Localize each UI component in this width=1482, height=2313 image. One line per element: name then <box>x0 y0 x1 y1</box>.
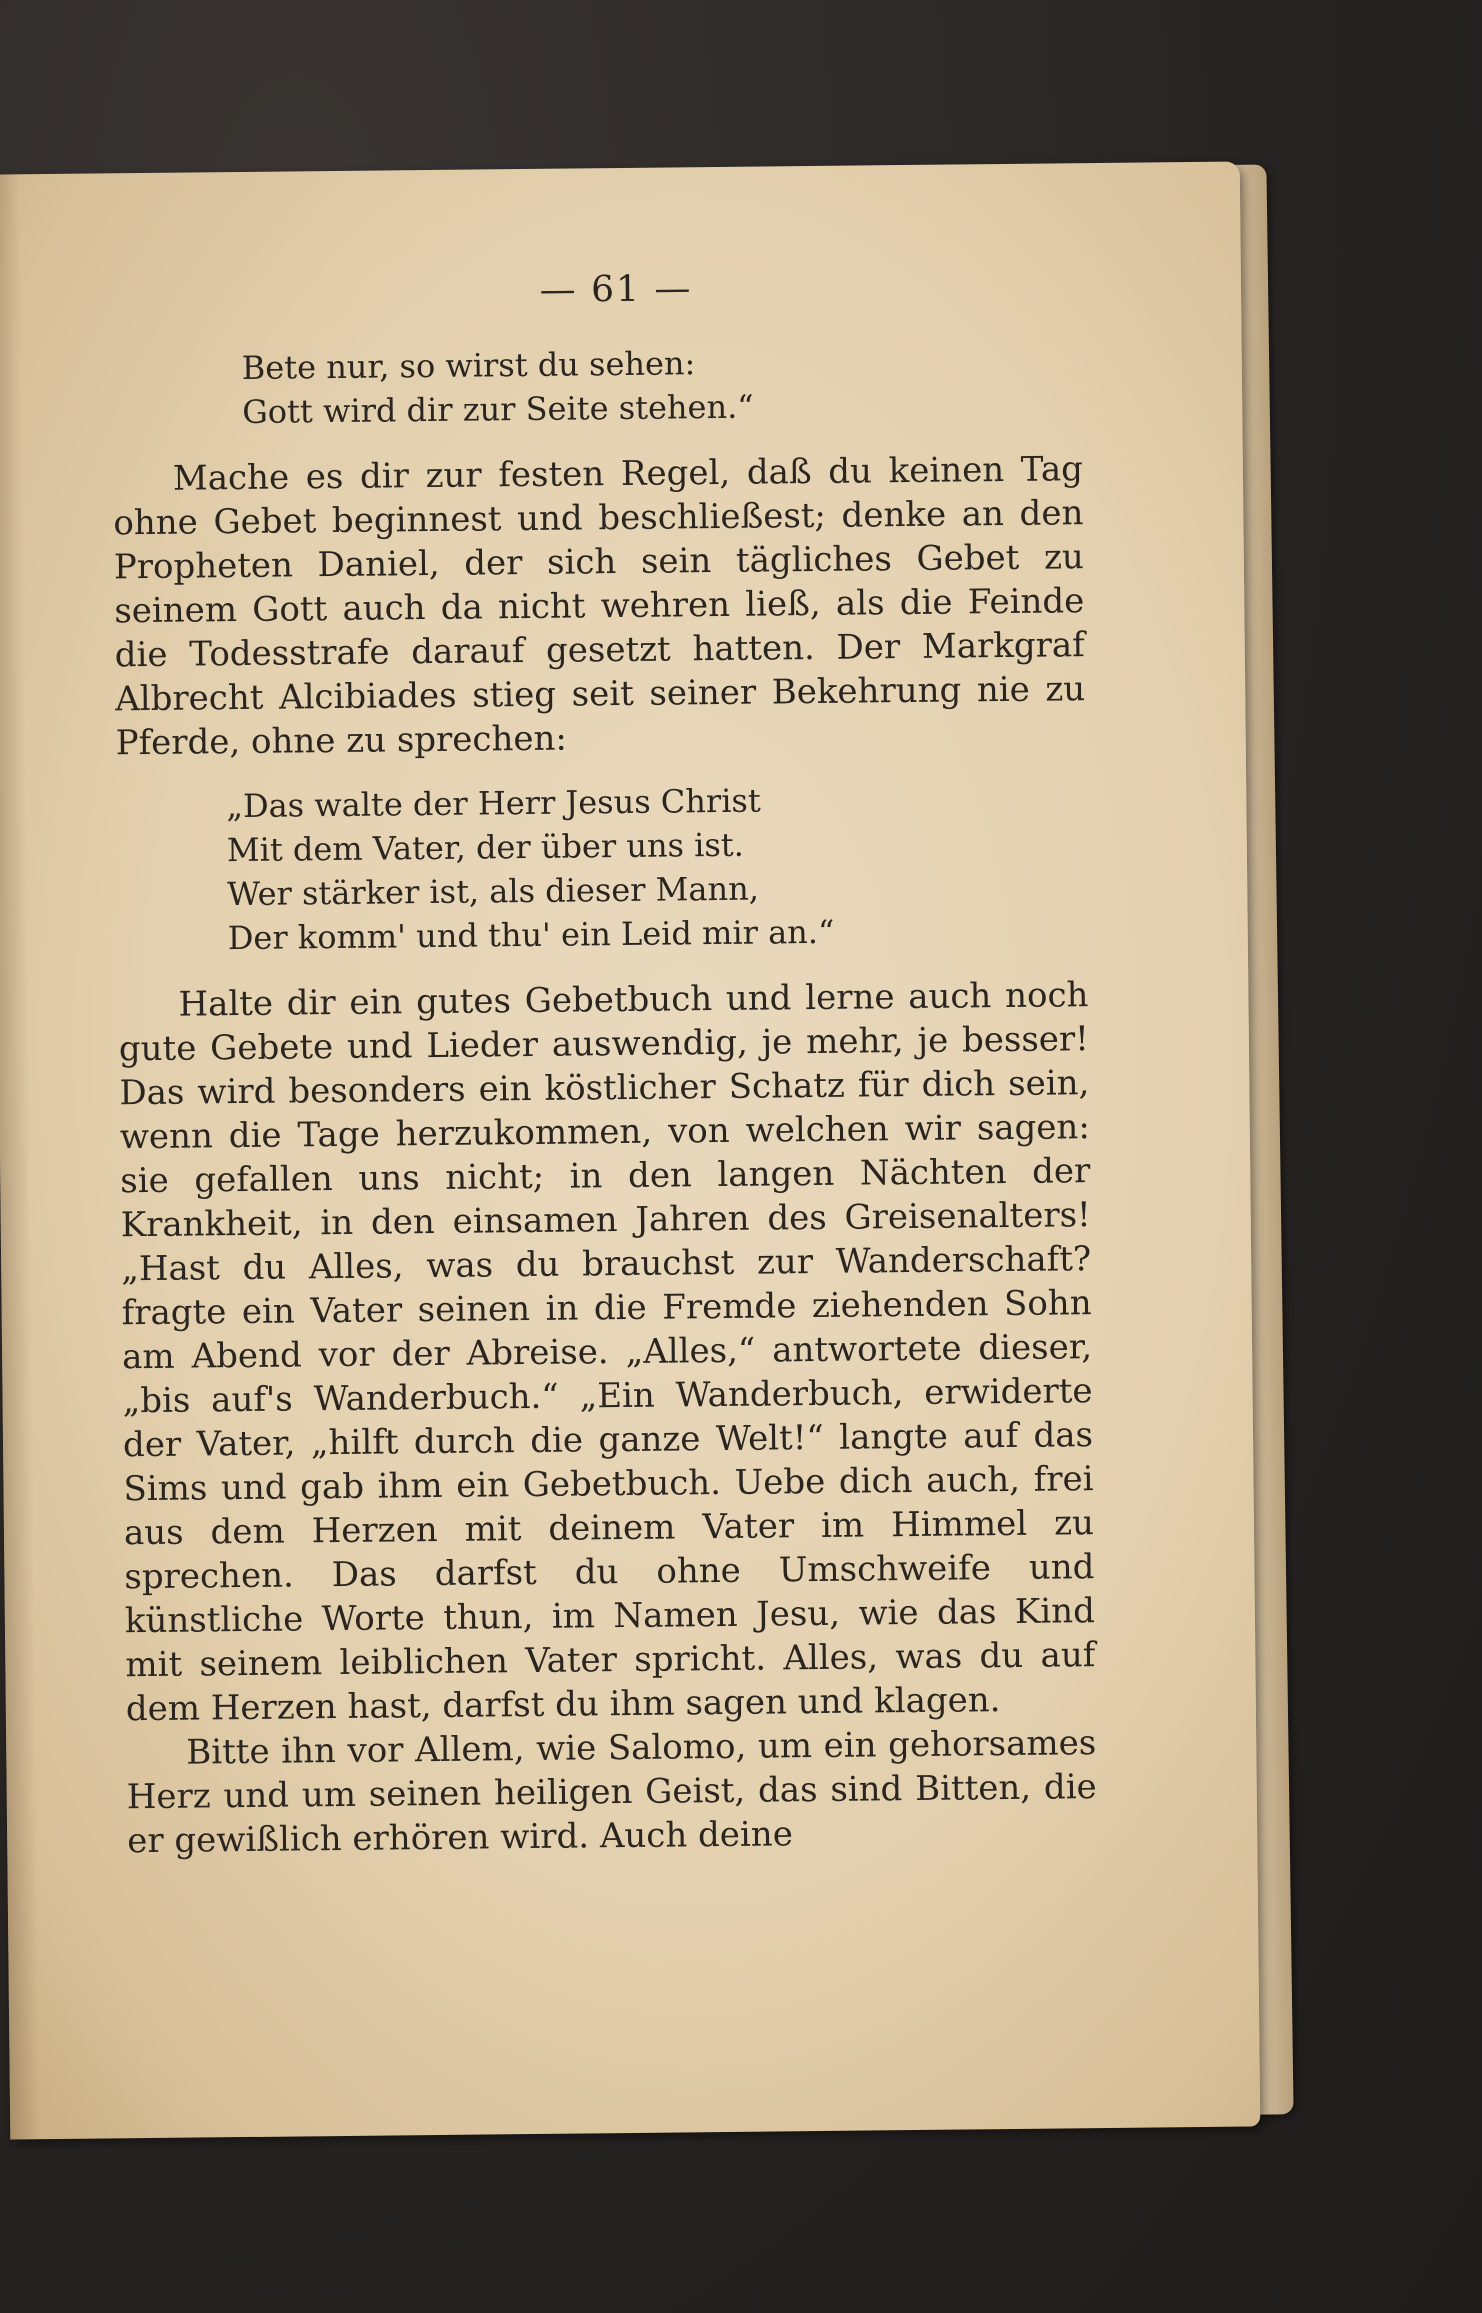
page-number: — 61 — <box>539 268 693 311</box>
book-page <box>0 162 1260 2140</box>
verse-top <box>242 337 1083 434</box>
paragraph-1: Mache es dir zur festen Regel, daß du keinen Tag ohne Gebet beginnest und beschließest; denke an den Propheten Daniel, der sich sein tägliches Gebet zu seinem Gott auch da nicht wehren ließ, als die Feinde die Todesstrafe darauf gesetzt hatten. Der Markgraf Albrecht Alcibiades stieg seit seiner Bekehrung nie zu Pferde, ohne zu sprechen: <box>113 449 1086 764</box>
page-content <box>111 263 1098 1863</box>
paragraph-2: Halte dir ein gutes Gebetbuch und lerne auch noch gute Gebete und Lieder auswendig, je mehr, je besser! Das wird besonders ein köstlicher Schatz für dich sein, wenn die Tage herzukommen, von welchen wir sagen: sie gefallen uns nicht; in den langen Nächten der Krankheit, in den einsamen Jahren des Greisenalters! „Hast du Alles, was du brauchst zur Wanderschaft? fragte ein Vater seinen in die Fremde ziehenden Sohn am Abend vor der Abreise. „Alles,“ antwortete dieser, „bis auf's Wanderbuch.“ „Ein Wanderbuch, erwiderte der Vater, „hilft durch die ganze Welt!“ langte auf das Sims und gab ihm ein Gebetbuch. Uebe dich auch, frei aus dem Herzen mit deinem Vater im Himmel zu sprechen. Das darfst du ohne Umschweife und künstliche Worte thun, im Namen Jesu, wie das Kind mit seinem leiblichen Vater spricht. Alles, was du auf dem Herzen hast, darfst du ihm sagen und klagen. <box>118 975 1096 1730</box>
verse-prayer <box>226 775 1088 960</box>
verse-line: Wer stärker ist, als dieser Mann, <box>227 869 760 914</box>
verse-line: Der komm' und thu' ein Leid mir an.“ <box>227 912 835 958</box>
verse-line: Mit dem Vater, der über uns ist. <box>226 825 745 870</box>
verse-line: „Das walte der Herr Jesus Christ <box>226 781 761 826</box>
paragraph-3: Bitte ihn vor Allem, wie Salomo, um ein gehorsames Herz und um seinen heiligen Geist, das sind Bitten, die er gewißlich erhören wird. Auch deine <box>126 1723 1097 1862</box>
verse-line: Bete nur, so wirst du sehen: <box>241 344 696 387</box>
verse-line: Gott wird dir zur Seite stehen.“ <box>242 387 754 431</box>
